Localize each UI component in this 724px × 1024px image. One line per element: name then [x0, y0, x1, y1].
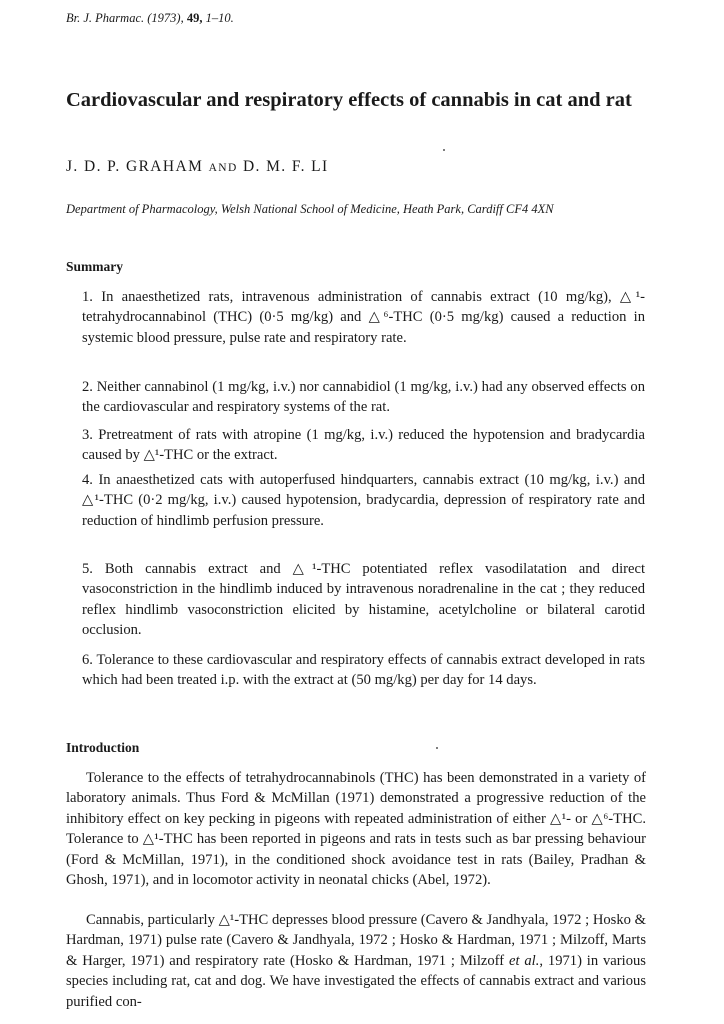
author-first: J. D. P. GRAHAM: [66, 158, 204, 175]
intro-p2-text-a: Cannabis, particularly △¹-THC depresses blood pressure (Cavero & Jandhyala, 1972 ; Hosko & Hardman, 1971) pulse rate (Cavero & Jandhyala, 1972 ; Hosko & Hardman, 1971 ; Milzoff, Marts & Harger, 1971) and respiratory rate (Hosko & Hardman, 1971 ; Milzoff: [66, 912, 646, 969]
author-conjunction: AND: [208, 162, 238, 174]
introduction-heading: Introduction: [66, 740, 140, 755]
summary-item-4: 4. In anaesthetized cats with autoperfused hindquarters, cannabis extract (10 mg/kg, i.v.) and △¹-THC (0·2 mg/kg, i.v.) caused hypotension, bradycardia, depression of respiratory rate and reduction of hindlimb perfusion pressure.: [82, 472, 645, 529]
intro-p2-et-al: et al.: [509, 952, 540, 969]
journal-pages: 1–10.: [205, 11, 234, 25]
print-speck: [443, 149, 445, 151]
author-second: D. M. F. LI: [242, 158, 329, 175]
summary-item-3: 3. Pretreatment of rats with atropine (1 mg/kg, i.v.) reduced the hypotension and bradycardia caused by △¹-THC or the extract.: [82, 427, 645, 464]
journal-name: Br. J. Pharmac.: [66, 11, 145, 25]
intro-paragraph-1: Tolerance to the effects of tetrahydrocannabinols (THC) has been demonstrated in a variety of laboratory animals. Thus Ford & McMillan (1971) demonstrated a progressive reduction of the inhibitory effect on key pecking in pigeons with repeated administration of either △¹- or △⁶-THC. Tolerance to △¹-THC has been reported in pigeons and rats in tests such as bar pressing behaviour (Ford & McMillan, 1971), in the conditioned shock avoidance test in rats (Bailey, Pradhan & Ghosh, 1971), and in locomotor activity in neonatal chicks (Abel, 1972).: [66, 770, 646, 889]
author-line: [66, 158, 329, 176]
journal-volume: 49,: [186, 11, 203, 25]
summary-heading: Summary: [66, 259, 123, 274]
summary-item-5: 5. Both cannabis extract and △¹-THC potentiated reflex vasodilatation and direct vasoconstriction in the hindlimb induced by intravenous noradrenaline in the cat ; they reduced reflex hindlimb vasoconstriction elicited by histamine, acetylcholine or bilateral carotid occlusion.: [82, 561, 645, 639]
journal-year: (1973),: [147, 11, 184, 25]
summary-item-1: 1. In anaesthetized rats, intravenous administration of cannabis extract (10 mg/kg), △¹-tetrahydrocannabinol (THC) (0·5 mg/kg) and △⁶-THC (0·5 mg/kg) caused a reduction in systemic blood pressure, pulse rate and respiratory rate.: [82, 289, 645, 346]
summary-item-2: 2. Neither cannabinol (1 mg/kg, i.v.) nor cannabidiol (1 mg/kg, i.v.) had any observed effects on the cardiovascular and respiratory systems of the rat.: [82, 379, 645, 416]
article-title: Cardiovascular and respiratory effects of cannabis in cat and rat: [66, 89, 632, 111]
affiliation: Department of Pharmacology, Welsh National School of Medicine, Heath Park, Cardiff CF4 4XN: [66, 202, 554, 216]
summary-item-6: 6. Tolerance to these cardiovascular and respiratory effects of cannabis extract developed in rats which had been treated i.p. with the extract at (50 mg/kg) per day for 14 days.: [82, 652, 645, 689]
intro-p2-text-b: , 1971) in various species including rat, cat and dog. We have investigated the effects of cannabis extract and various purified con-: [66, 952, 646, 1010]
print-speck: [436, 747, 438, 749]
journal-citation: [66, 11, 234, 26]
intro-paragraph-2: [66, 910, 646, 1012]
